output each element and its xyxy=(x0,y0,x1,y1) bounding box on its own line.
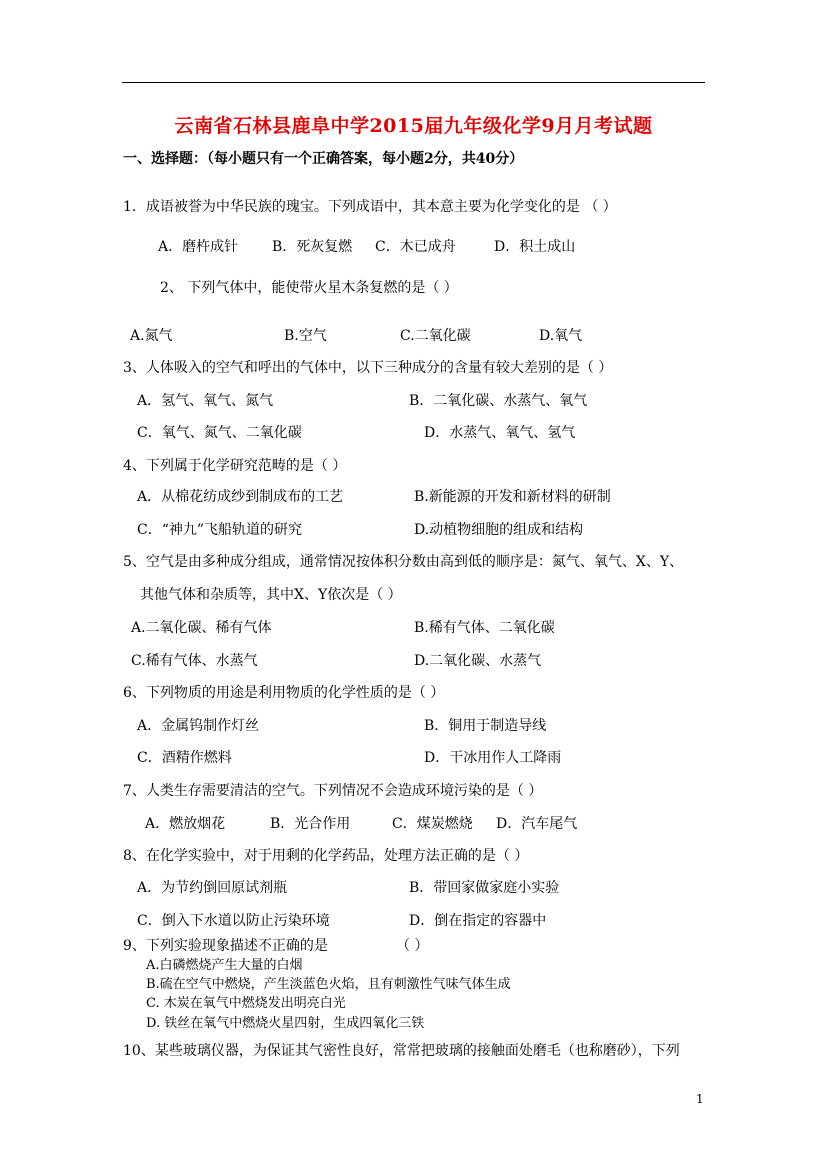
section-heading: 一、选择题：（每小题只有一个正确答案，每小题2分，共40分） xyxy=(123,151,524,167)
question-8-option-d: D．倒在指定的容器中 xyxy=(409,913,547,929)
question-2-stem: 2、 下列气体中，能使带火星木条复燃的是（ ） xyxy=(160,280,458,296)
question-1-stem: 1．成语被誉为中华民族的瑰宝。下列成语中，其本意主要为化学变化的是 （ ） xyxy=(123,199,617,215)
question-3-option-b: B．二氧化碳、水蒸气、氧气 xyxy=(409,393,588,409)
question-9-option-c: C. 木炭在氧气中燃烧发出明亮白光 xyxy=(146,996,346,1011)
question-5-option-c: C.稀有气体、水蒸气 xyxy=(131,653,258,669)
question-7-option-d: D．汽车尾气 xyxy=(496,816,578,832)
question-5-option-a: A.二氧化碳、稀有气体 xyxy=(131,620,272,636)
question-5-stem-continued: 其他气体和杂质等，其中X、Y依次是（ ） xyxy=(140,587,402,603)
question-6-option-a: A．金属钨制作灯丝 xyxy=(137,718,260,734)
question-6-stem: 6、下列物质的用途是利用物质的化学性质的是（ ） xyxy=(123,685,445,701)
header-rule xyxy=(122,82,705,83)
question-3-option-c: C．氧气、氮气、二氧化碳 xyxy=(137,425,302,441)
question-8-option-b: B．带回家做家庭小实验 xyxy=(409,880,560,896)
question-9-option-d: D. 铁丝在氧气中燃烧火星四射，生成四氧化三铁 xyxy=(146,1016,425,1031)
question-2-option-a: A.氮气 xyxy=(130,328,173,344)
question-5-option-b: B.稀有气体、二氧化碳 xyxy=(414,620,555,636)
question-6-option-d: D．干冰用作人工降雨 xyxy=(424,750,562,766)
page-number: 1 xyxy=(696,1092,704,1106)
question-4-option-c: C．“神九”飞船轨道的研究 xyxy=(137,522,303,538)
question-3-stem: 3、人体吸入的空气和呼出的气体中，以下三种成分的含量有较大差别的是（ ） xyxy=(123,360,613,376)
question-5-stem: 5、空气是由多种成分组成，通常情况按体积分数由高到低的顺序是：氮气、氧气、X、Y、 xyxy=(123,554,684,570)
question-9-option-b: B.硫在空气中燃烧，产生淡蓝色火焰，且有刺激性气味气体生成 xyxy=(146,977,511,992)
question-4-option-a: A．从棉花纺成纱到制成布的工艺 xyxy=(137,489,344,505)
question-2-option-d: D.氧气 xyxy=(539,328,583,344)
question-6-option-b: B．铜用于制造导线 xyxy=(424,718,547,734)
question-9-stem: 9、下列实验现象描述不正确的是 xyxy=(123,938,328,954)
question-3-option-d: D．水蒸气、氧气、氢气 xyxy=(424,425,576,441)
question-7-stem: 7、人类生存需要清洁的空气。下列情况不会造成环境污染的是（ ） xyxy=(123,783,543,799)
question-4-stem: 4、下列属于化学研究范畴的是（ ） xyxy=(123,458,347,474)
question-2-option-b: B.空气 xyxy=(284,328,327,344)
question-7-option-b: B．光合作用 xyxy=(270,816,351,832)
question-8-option-a: A．为节约倒回原试剂瓶 xyxy=(137,880,288,896)
page-title: 云南省石林县鹿阜中学2015届九年级化学9月月考试题 xyxy=(174,115,653,137)
question-8-option-c: C．倒入下水道以防止污染环境 xyxy=(137,913,330,929)
question-7-option-c: C．煤炭燃烧 xyxy=(392,816,473,832)
question-4-option-b: B.新能源的开发和新材料的研制 xyxy=(414,489,611,505)
question-1-option-a: A．磨杵成针 xyxy=(158,239,239,255)
question-7-option-a: A．燃放烟花 xyxy=(145,816,226,832)
question-1-option-c: C．木已成舟 xyxy=(375,239,456,255)
question-2-option-c: C.二氧化碳 xyxy=(400,328,471,344)
question-8-stem: 8、在化学实验中，对于用剩的化学药品，处理方法正确的是（ ） xyxy=(123,848,529,864)
question-5-option-d: D.二氧化碳、水蒸气 xyxy=(414,653,542,669)
question-10-stem: 10、某些玻璃仪器，为保证其气密性良好，常常把玻璃的接触面处磨毛（也称磨砂），下列 xyxy=(123,1043,680,1059)
question-3-option-a: A．氢气、氧气、氮气 xyxy=(137,393,274,409)
question-1-option-b: B．死灰复燃 xyxy=(272,239,353,255)
question-6-option-c: C．酒精作燃料 xyxy=(137,750,232,766)
question-9-answer-paren: （ ） xyxy=(396,938,429,954)
question-4-option-d: D.动植物细胞的组成和结构 xyxy=(414,522,584,538)
question-1-option-d: D．积土成山 xyxy=(494,239,576,255)
question-9-option-a: A.白磷燃烧产生大量的白烟 xyxy=(146,958,303,973)
